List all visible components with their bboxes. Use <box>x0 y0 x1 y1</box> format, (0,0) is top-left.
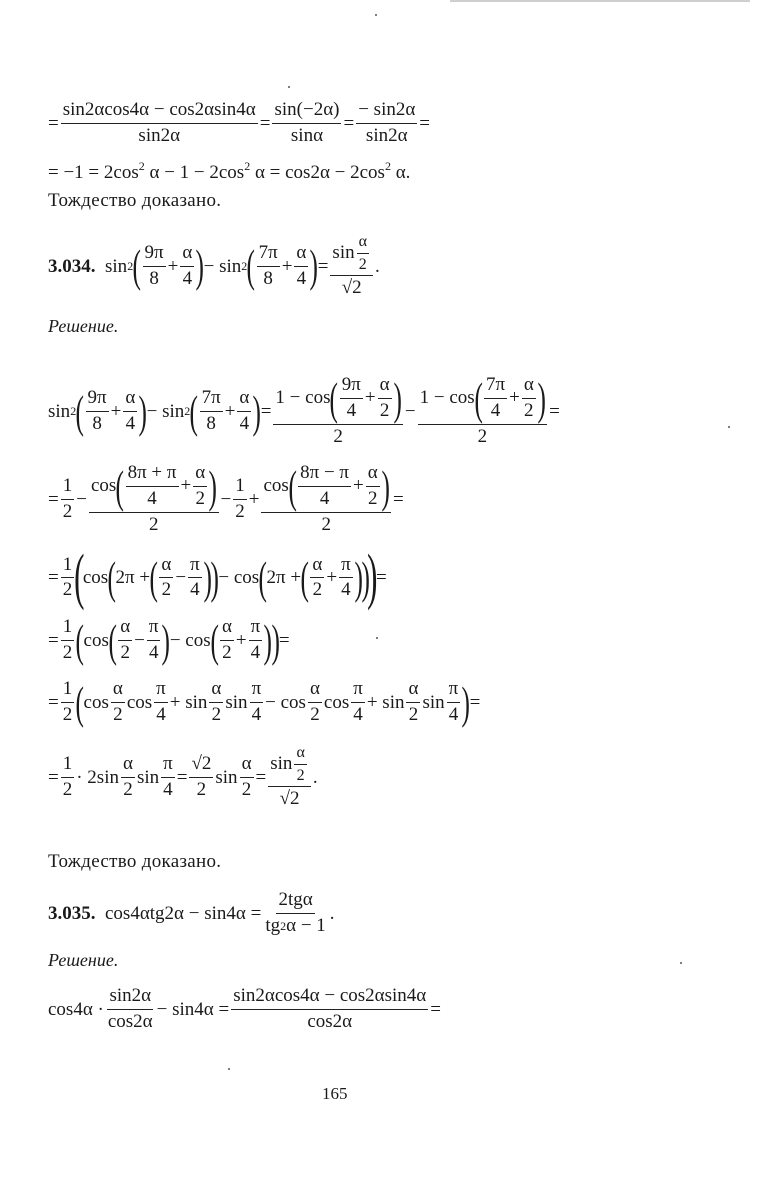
problem-3035-statement: 3.035. cos4αtg2α − sin4α = 2tgα tg 2 α − 1 . <box>48 889 335 936</box>
solution-3034-line-4: = 1 2 ( cos ( α 2 − π 4 ) − cos ( α 2 + π 4 ) ) = <box>48 614 290 666</box>
scan-speck <box>228 1068 230 1070</box>
proved-text-1: Тождество доказано. <box>48 190 222 211</box>
proved-text-2: Тождество доказано. <box>48 851 222 872</box>
equation-line-1: = sin2αcos4α − cos2αsin4α sin2α = sin(−2α) sinα = − sin2α sin2α = <box>48 99 431 146</box>
scan-speck <box>680 962 682 964</box>
solution-3034-line-5: = 1 2 ( cos α 2 cos π 4 + sin α 2 sin π 4 − cos α 2 cos π 4 + sin α 2 sin π 4 ) = <box>48 676 481 728</box>
problem-3034-label: 3.034. <box>48 255 96 277</box>
problem-3034-statement: 3.034. sin 2 ( 9π 8 + α 4 ) − sin 2 ( 7π 8 + α 4 ) = sin α 2 √2 . <box>48 233 380 299</box>
solution-3034-line-2: = 1 2 − cos ( 8π + π 4 + α 2 ) 2 − 1 2 + cos ( 8π − π 4 + α 2 ) 2 = <box>48 460 404 535</box>
solution-3034-line-6: = 1 2 · 2sin α 2 sin π 4 = √2 2 sin α 2 = sin α 2 √2 . <box>48 744 318 810</box>
solution-3034-line-3: = 1 2 ( cos ( 2π + ( α 2 − π 4 ) ) − cos ( 2π + ( α 2 + π 4 ) ) ) = <box>48 543 387 611</box>
solution-3035-line-1: cos4α · sin2α cos2α − sin4α = sin2αcos4α − cos2αsin4α cos2α = <box>48 985 441 1032</box>
scan-edge-line <box>450 0 750 2</box>
scan-speck <box>375 14 377 16</box>
solution-label-1: Решение. <box>48 316 119 336</box>
scan-speck <box>288 86 290 88</box>
solution-3034-line-1: sin 2 ( 9π 8 + α 4 ) − sin 2 ( 7π 8 + α 4 ) = 1 − cos ( 9π 4 + α 2 ) 2 − 1 − cos ( 7π 4 + α 2 ) 2 = <box>48 372 560 447</box>
page-number: 165 <box>322 1084 348 1103</box>
equation-line-2: = $-1 = 2\cos^2$ $\alpha - 1 - 2\cos^2$ $\alpha = \cos 2\alpha - 2\cos^2$ α. <box>48 159 411 183</box>
solution-label-2: Решение. <box>48 950 119 970</box>
scan-speck <box>728 426 730 428</box>
problem-3035-label: 3.035. <box>48 902 96 924</box>
scan-speck <box>376 637 378 639</box>
